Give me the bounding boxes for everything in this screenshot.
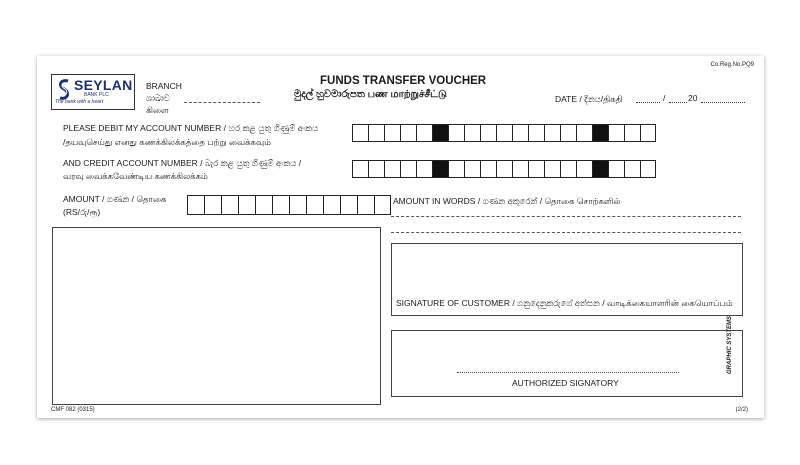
side-print-credit: GRAPHIC SYSTEMS — [727, 315, 733, 374]
authorized-signature-line — [457, 372, 679, 373]
branch-label-ta: கிளை — [146, 105, 169, 115]
logo-wordmark: SEYLAN — [74, 77, 133, 93]
copy-indicator: (2/2) — [735, 407, 748, 413]
date-year-prefix: 20 — [688, 93, 698, 103]
credit-label-line1: AND CREDIT ACCOUNT NUMBER / බැර කළ යුතු ගිණුම් අංකය / — [63, 158, 302, 168]
voucher-title: FUNDS TRANSFER VOUCHER — [320, 75, 487, 87]
branch-label-si: ශාඛාව — [146, 93, 170, 103]
branch-field[interactable] — [184, 102, 260, 103]
company-reg-number: Co.Reg.No.PQ9 — [710, 62, 754, 68]
debit-account-boxes[interactable] — [352, 124, 656, 142]
amount-label-line1: AMOUNT / ගණන / தொகை — [63, 194, 167, 204]
logo-sub: BANK PLC — [84, 92, 109, 98]
seylan-logo — [51, 74, 135, 110]
amount-boxes[interactable] — [187, 195, 391, 215]
credit-label-line2: வரவு வைக்கவேண்டிய கணக்கிலக்கம் — [63, 171, 208, 181]
authorized-signatory-label: AUTHORIZED SIGNATORY — [512, 378, 619, 388]
date-slash: / — [663, 93, 666, 103]
voucher-title-local: මුදල් හුවමාරුපත பண மாற்றுச்சீட்டு — [294, 89, 447, 100]
amount-in-words-label: AMOUNT IN WORDS / ගණන අකුරෙන් / தொகை சொற்களில் — [393, 196, 621, 206]
date-label: DATE / දිනය/திகதி — [555, 94, 623, 104]
debit-label-line1: PLEASE DEBIT MY ACCOUNT NUMBER / හර කළ යුතු ගිණුම් අංකය — [63, 123, 319, 133]
date-day-field[interactable] — [636, 102, 660, 103]
credit-account-boxes[interactable] — [352, 160, 656, 178]
amount-label-line2: (RS/රු/ரூ) — [63, 207, 101, 217]
form-code: CMF 082 (0315) — [51, 407, 95, 413]
date-month-field[interactable] — [669, 102, 687, 103]
customer-signature-label: SIGNATURE OF CUSTOMER / ගනුදෙනුකරුගේ අත්සන / வாடிக்கையாளரின் கையொப்பம் — [396, 298, 733, 308]
date-year-field[interactable] — [701, 102, 745, 103]
branch-label-en: BRANCH — [146, 81, 182, 91]
notes-box — [52, 227, 381, 405]
amount-in-words-line-1[interactable] — [391, 216, 741, 217]
debit-label-line2: /தயவுசெய்து எனது கணக்கிலக்கத்தை பற்று வைக்கவும் — [63, 137, 271, 147]
logo-tagline: The bank with a heart — [55, 99, 104, 105]
voucher-form — [37, 56, 764, 418]
amount-in-words-line-2[interactable] — [391, 232, 741, 233]
